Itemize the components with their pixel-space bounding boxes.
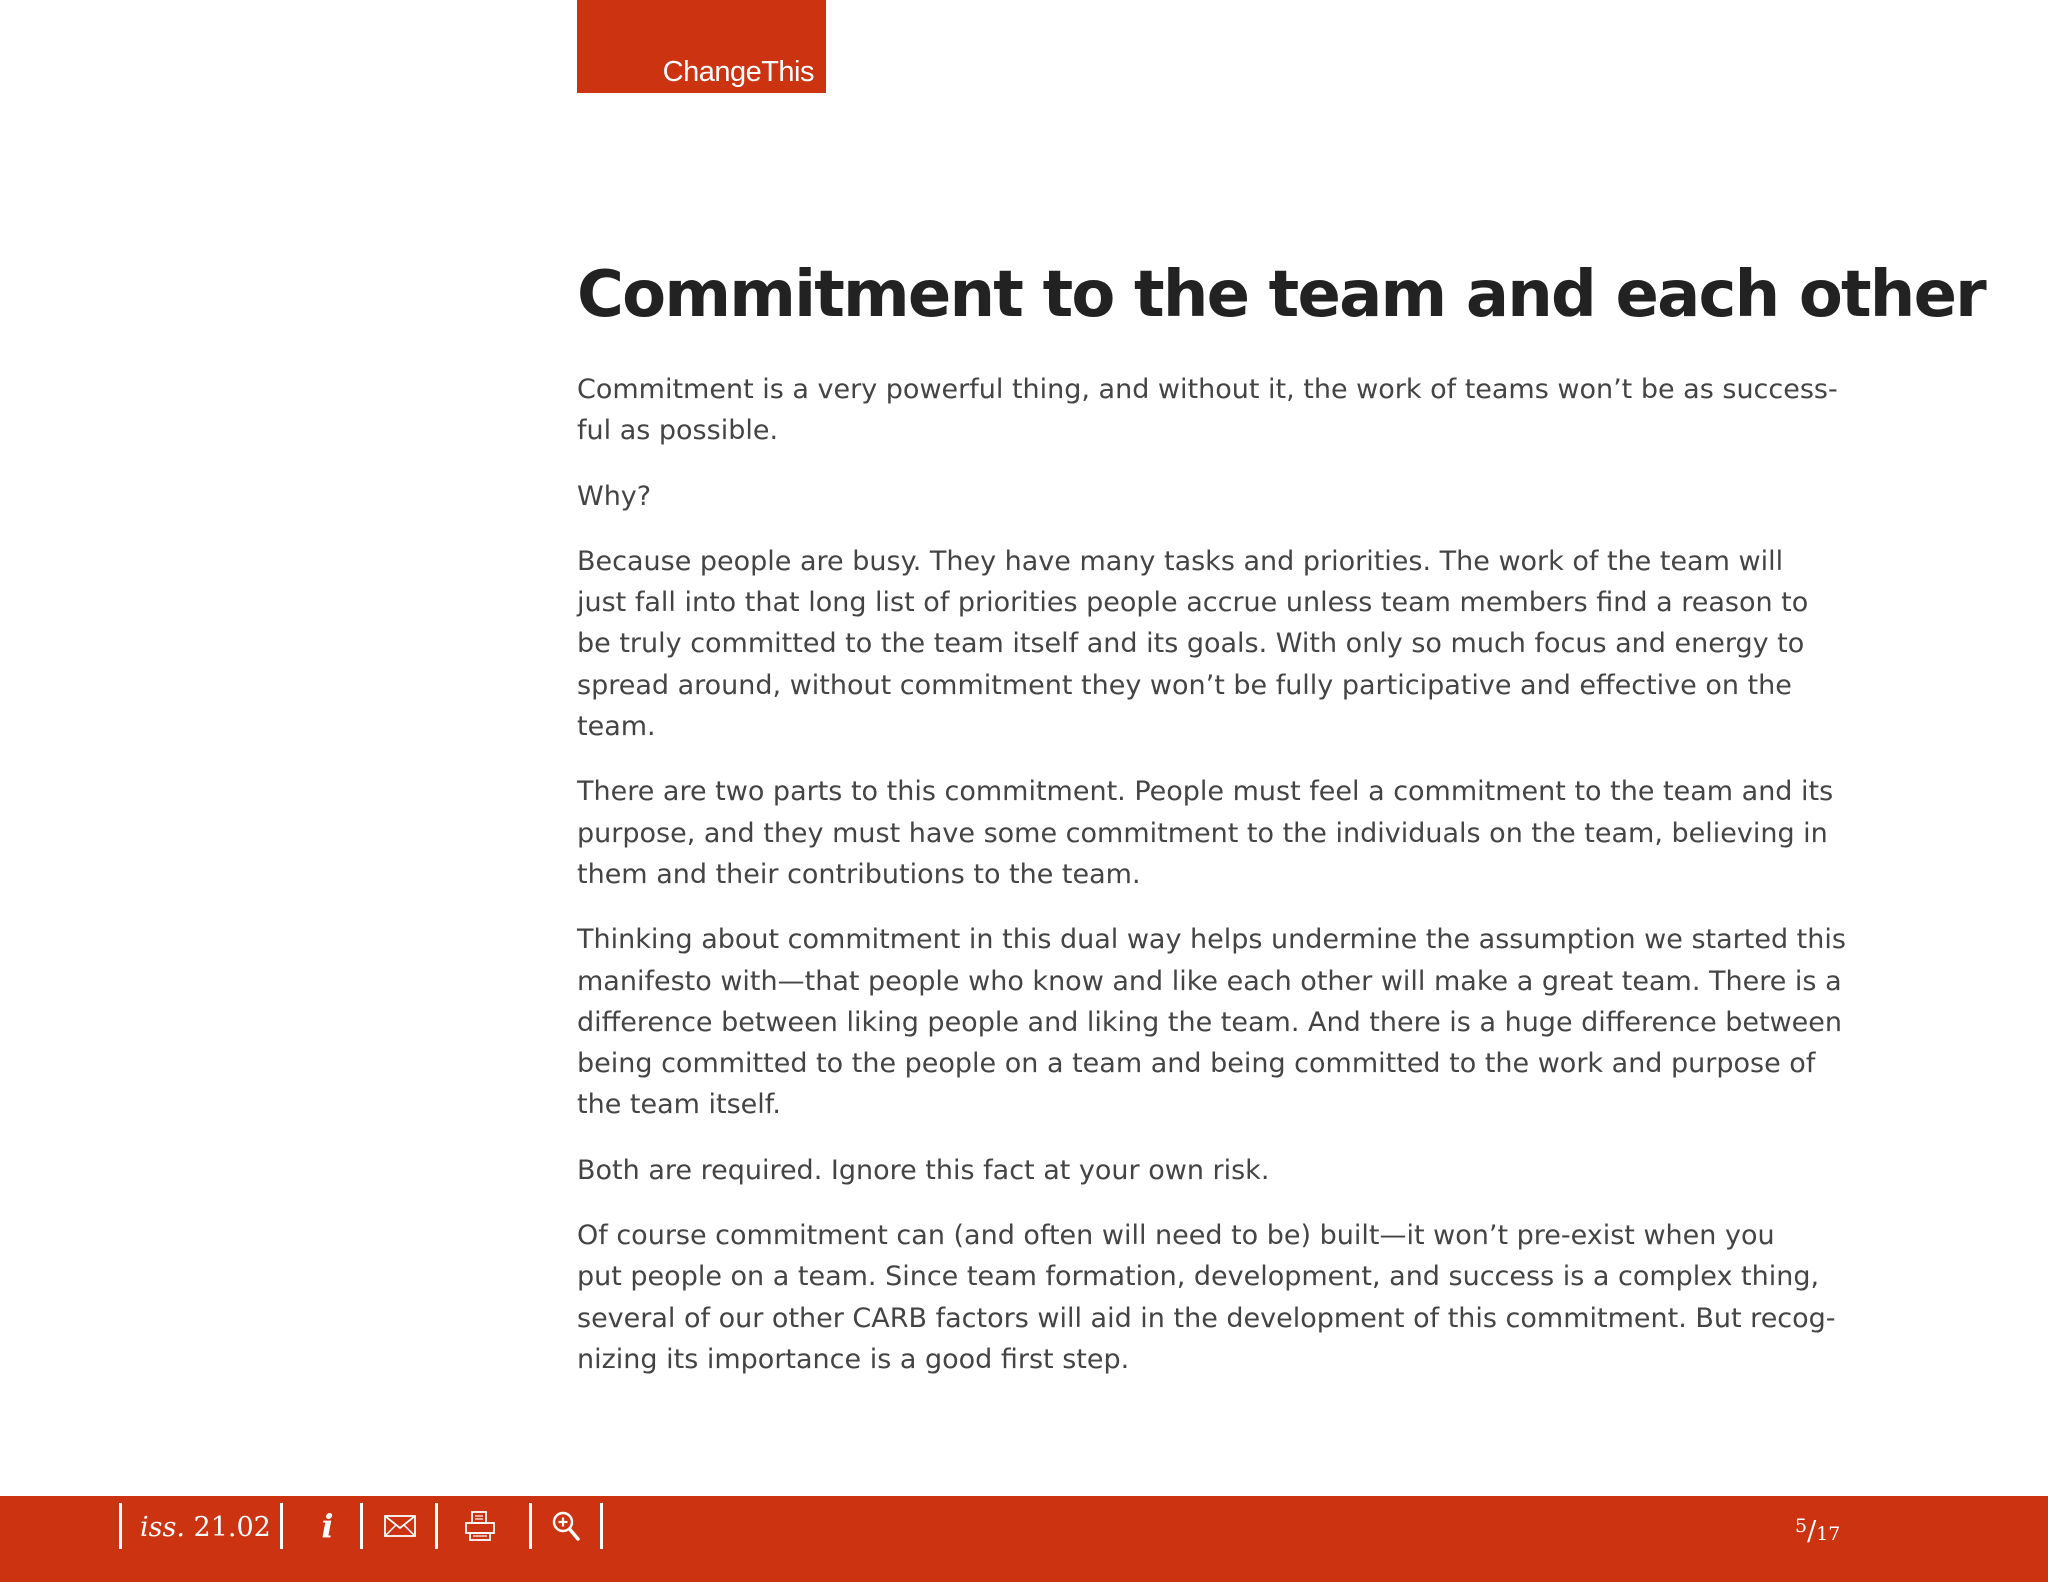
toolbar-divider: [529, 1503, 532, 1549]
page-total: 17: [1816, 1523, 1841, 1545]
toolbar-divider: [280, 1503, 283, 1549]
info-button[interactable]: [300, 1504, 355, 1548]
paragraph: Because people are busy. They have many tasks and priorities. The work of the team will just fall into that long list of priorities people accrue unless team members find a reason to be truly committed to the team itself and its goals. With only so much focus and energy to spread around, without commitment they won’t be fully participative and effective on the team.: [577, 545, 1809, 743]
footer-toolbar: [0, 1496, 2048, 1582]
toolbar-divider: [435, 1503, 438, 1549]
page-separator: /: [1807, 1516, 1817, 1547]
toolbar-divider: [360, 1503, 363, 1549]
brand-name: ChangeThis: [662, 56, 814, 88]
paragraph: There are two parts to this commitment. People must feel a commitment to the team and its purpose, and they must have some commitment to the individuals on the team, believing in them and their contributions to the team.: [577, 776, 1834, 890]
page-current: 5: [1795, 1515, 1808, 1537]
paragraph: Both are required. Ignore this fact at your own risk.: [577, 1154, 1270, 1186]
paragraph: Of course commitment can (and often will need to be) built—it won’t pre-exist when you put people on a team. Since team formation, development, and success is a complex thing, several of our other CARB factors will aid in the development of this commitment. But recog- nizing its importance is a good first step.: [577, 1220, 1836, 1375]
zoom-button[interactable]: [540, 1504, 592, 1548]
print-button[interactable]: [450, 1504, 510, 1548]
paragraph: Thinking about commitment in this dual way helps undermine the assumption we started this manifesto with—that people who know and like each other will make a great team. There is a difference between liking people and liking the team. And there is a huge difference between being committed to the people on a team and being committed to the work and purpose of the team itself.: [577, 924, 1846, 1121]
issue-abbr: iss.: [140, 1512, 185, 1543]
issue-number: 21.02: [193, 1512, 271, 1543]
info-icon: i: [321, 1507, 334, 1545]
paragraph: Why?: [577, 480, 652, 512]
envelope-icon: [384, 1515, 416, 1537]
zoom-in-icon: [551, 1510, 581, 1542]
paragraph: Commitment is a very powerful thing, and without it, the work of teams won’t be as success- ful as possible.: [577, 374, 1838, 447]
toolbar-divider: [119, 1503, 122, 1549]
article: [577, 255, 1985, 1404]
page-indicator: [1795, 1508, 1840, 1552]
toolbar-divider: [600, 1503, 603, 1549]
brand-logo: [577, 0, 826, 93]
email-button[interactable]: [370, 1504, 430, 1548]
page-title: Commitment to the team and each other: [577, 258, 1985, 332]
printer-icon: [464, 1510, 496, 1542]
article-body: [577, 369, 1877, 1380]
issue-label: [140, 1510, 271, 1546]
